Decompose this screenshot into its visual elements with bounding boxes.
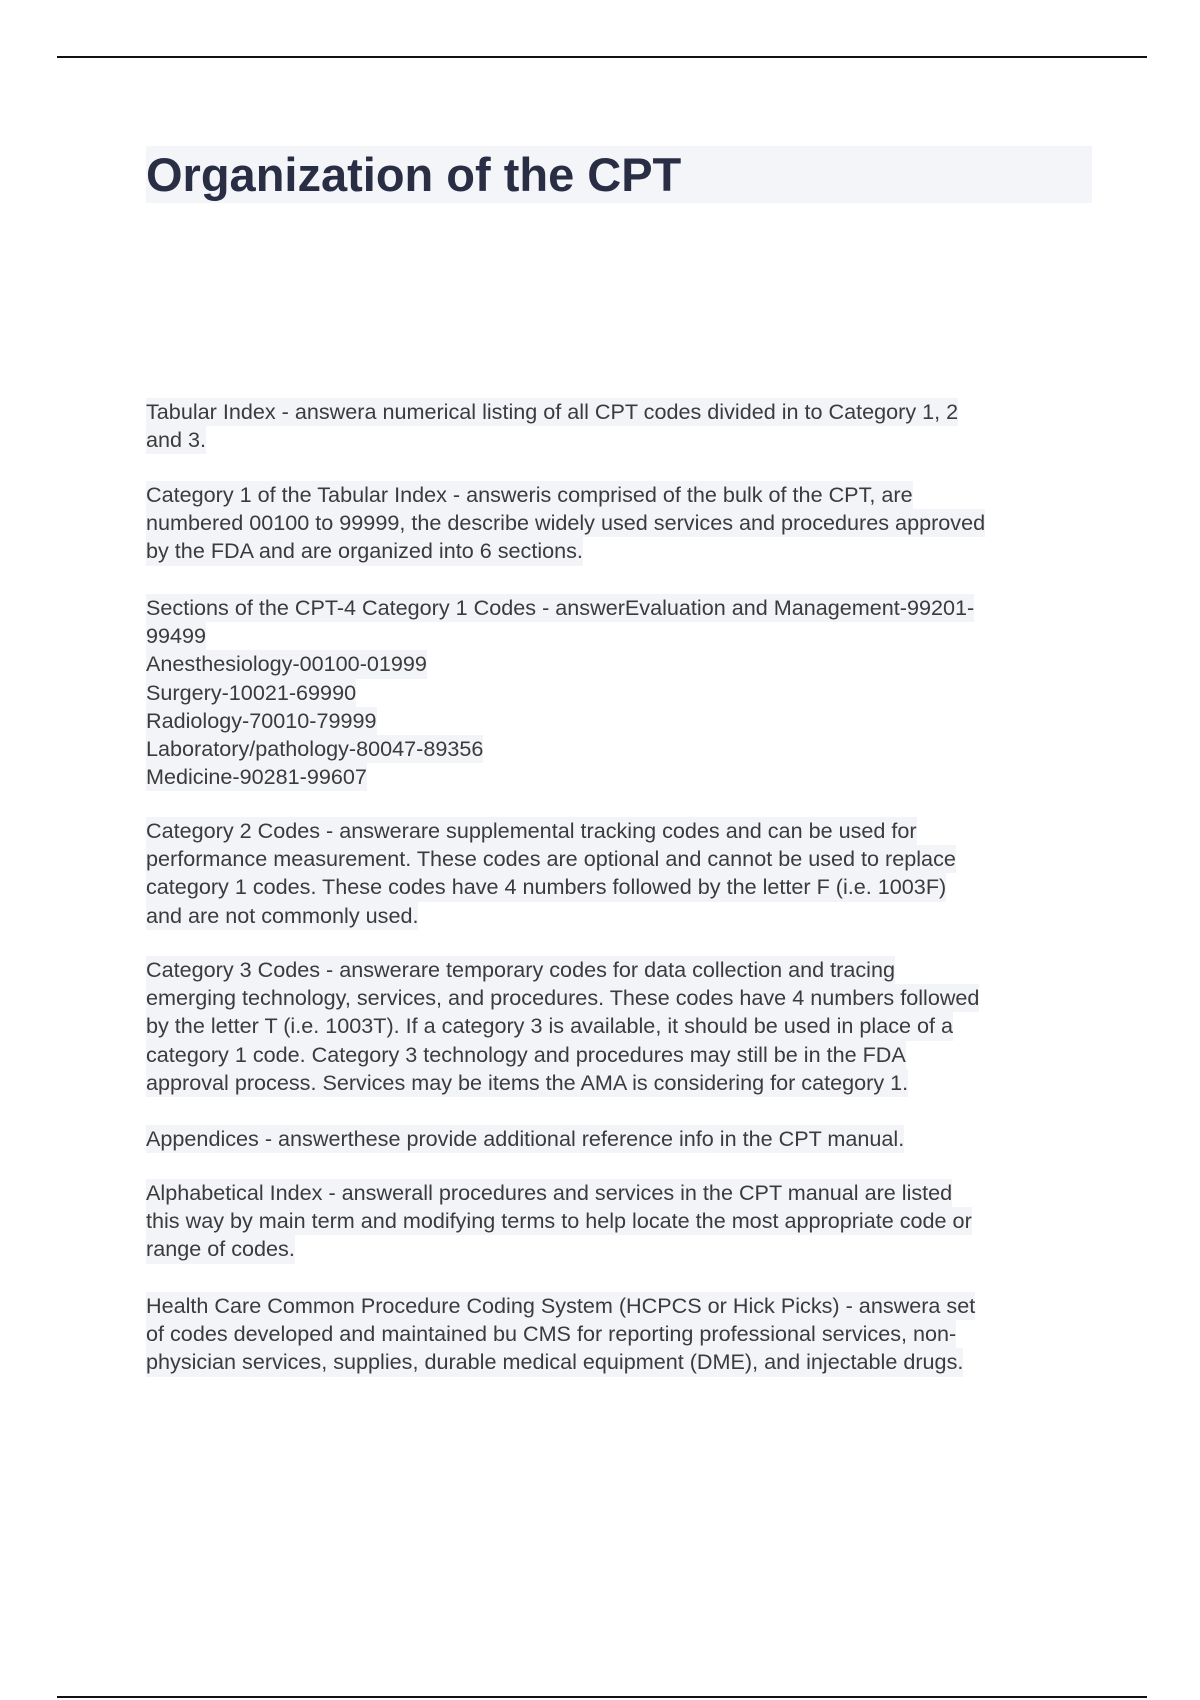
text-line: 99499: [146, 622, 206, 650]
text-line: Category 2 Codes - answerare supplemental tracking codes and can be used for: [146, 817, 917, 845]
paragraph: [146, 956, 1096, 1097]
text-line: by the letter T (i.e. 1003T). If a category 3 is available, it should be used in place of a: [146, 1012, 953, 1040]
page-title: Organization of the CPT: [146, 148, 682, 201]
text-line: Medicine-90281-99607: [146, 763, 367, 791]
top-rule: [57, 56, 1147, 58]
text-line: Category 1 of the Tabular Index - answeris comprised of the bulk of the CPT, are: [146, 481, 913, 509]
text-line: Surgery-10021-69990: [146, 679, 356, 707]
text-line: physician services, supplies, durable medical equipment (DME), and injectable drugs.: [146, 1348, 963, 1376]
paragraph: [146, 1292, 1096, 1377]
text-line: Appendices - answerthese provide additional reference info in the CPT manual.: [146, 1125, 904, 1153]
text-line: emerging technology, services, and procedures. These codes have 4 numbers followed: [146, 984, 979, 1012]
text-line: category 1 code. Category 3 technology and procedures may still be in the FDA: [146, 1041, 906, 1069]
paragraph: [146, 594, 1096, 791]
paragraph: [146, 1125, 1096, 1153]
text-line: Laboratory/pathology-80047-89356: [146, 735, 483, 763]
paragraph: [146, 1179, 1096, 1264]
text-line: performance measurement. These codes are optional and cannot be used to replace: [146, 845, 956, 873]
text-line: Health Care Common Procedure Coding System (HCPCS or Hick Picks) - answera set: [146, 1292, 975, 1320]
paragraph: [146, 481, 1096, 566]
text-line: Radiology-70010-79999: [146, 707, 377, 735]
paragraph: [146, 398, 1096, 454]
text-line: Tabular Index - answera numerical listing of all CPT codes divided in to Category 1, 2: [146, 398, 958, 426]
bottom-rule: [57, 1696, 1147, 1698]
text-line: numbered 00100 to 99999, the describe widely used services and procedures approved: [146, 509, 985, 537]
text-line: and 3.: [146, 426, 206, 454]
text-line: Anesthesiology-00100-01999: [146, 650, 427, 678]
paragraph: [146, 817, 1096, 930]
text-line: of codes developed and maintained bu CMS for reporting professional services, non-: [146, 1320, 956, 1348]
text-line: Category 3 Codes - answerare temporary codes for data collection and tracing: [146, 956, 895, 984]
text-line: Sections of the CPT-4 Category 1 Codes - answerEvaluation and Management-99201-: [146, 594, 974, 622]
text-line: this way by main term and modifying terms to help locate the most appropriate code or: [146, 1207, 972, 1235]
text-line: category 1 codes. These codes have 4 numbers followed by the letter F (i.e. 1003F): [146, 873, 946, 901]
text-line: and are not commonly used.: [146, 902, 418, 930]
text-line: range of codes.: [146, 1235, 295, 1263]
text-line: approval process. Services may be items the AMA is considering for category 1.: [146, 1069, 908, 1097]
text-line: Alphabetical Index - answerall procedures and services in the CPT manual are listed: [146, 1179, 952, 1207]
text-line: by the FDA and are organized into 6 sections.: [146, 537, 583, 565]
